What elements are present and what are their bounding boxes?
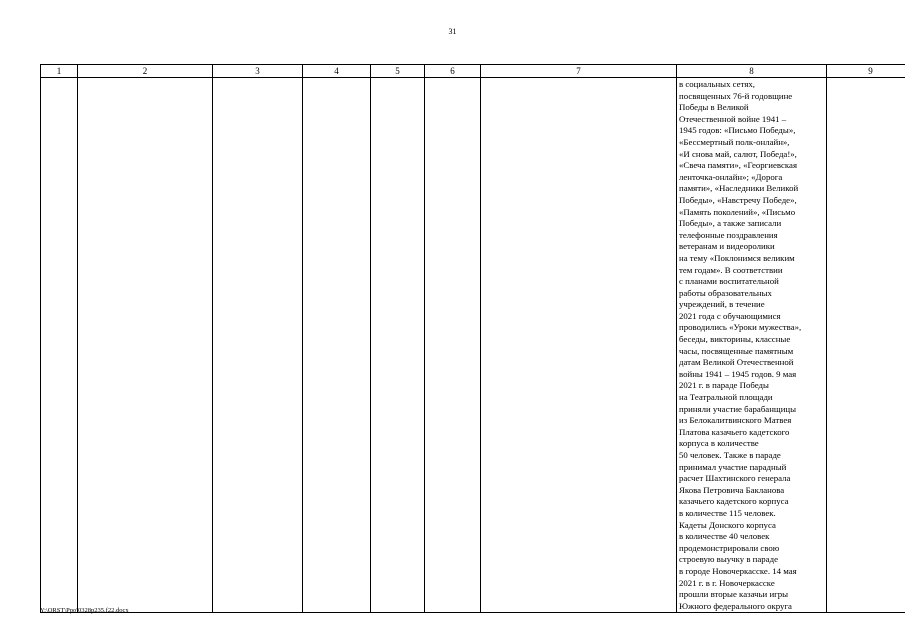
column-header-4: 4 [303, 65, 371, 78]
header-row [41, 65, 905, 78]
cell-col-5 [371, 78, 425, 613]
column-header-9: 9 [827, 65, 905, 78]
column-header-1: 1 [41, 65, 78, 78]
data-table [40, 64, 905, 613]
cell-col-8-text: в социальных сетях, посвященных 76-й годовщине Победы в Великой Отечественной войне 1941 – 1945 годов: «Письмо Победы», «Бессмертный полк-онлайн», «И снова май, салют, Победа!», «Свеча памяти», «Георгиевская ленточка-онлайн»; «Дорога памяти», «Наследники Великой Победы», «Навстречу Победе», «Память поколений», «Письмо Победы», а также записали телефонные поздравления ветеранам и видеоролики на тему «Поклонимся великим тем годам». В соответствии с планами воспитательной работы образовательных учреждений, в течение 2021 года с обучающимися проводились «Уроки мужества», беседы, викторины, классные часы, посвященные памятным датам Великой Отечественной войны 1941 – 1945 годов. 9 мая 2021 г. в параде Победы на Театральной площади приняли участие барабанщицы из Белокалитвинского Матвея Платова казачьего кадетского корпуса в количестве 50 человек. Также в параде принимал участие парадный расчет Шахтинского генерала Якова Петровича Бакланова казачьего кадетского корпуса в количестве 115 человек. Кадеты Донского корпуса в количестве 40 человек продемонстрировали свою строевую выучку в параде в городе Новочеркасске. 14 мая 2021 г. в г. Новочеркасске прошли вторые казачьи игры Южного федерального округа [679, 79, 802, 611]
page-number: 31 [448, 27, 457, 36]
column-header-7: 7 [481, 65, 677, 78]
cell-col-6 [425, 78, 481, 613]
cell-col-4 [303, 78, 371, 613]
cell-col-1 [41, 78, 78, 613]
column-header-6: 6 [425, 65, 481, 78]
cell-col-7 [481, 78, 677, 613]
file-path-footer: Y:\ORST\Ppo\0328p235.f22.docx [40, 607, 129, 614]
column-header-8: 8 [677, 65, 827, 78]
cell-col-9 [827, 78, 905, 613]
table-row [41, 78, 905, 613]
column-header-2: 2 [78, 65, 213, 78]
cell-col-8 [677, 78, 827, 613]
column-header-5: 5 [371, 65, 425, 78]
cell-col-2 [78, 78, 213, 613]
column-header-3: 3 [213, 65, 303, 78]
cell-col-3 [213, 78, 303, 613]
